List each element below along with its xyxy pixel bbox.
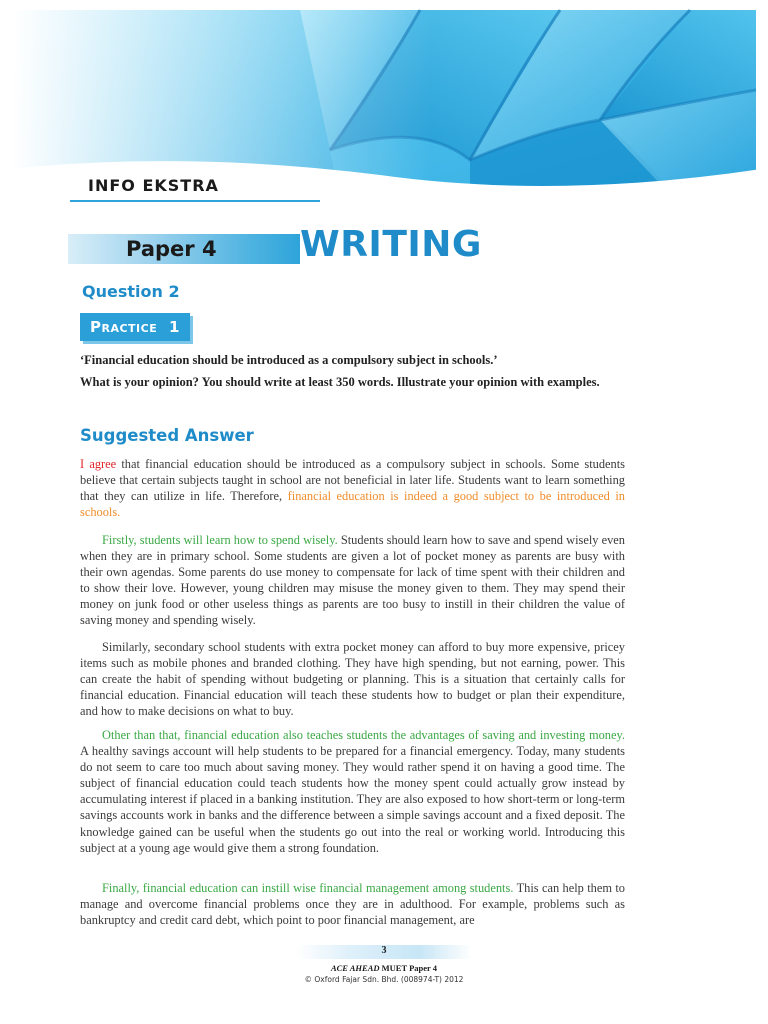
answer-paragraph-2	[80, 532, 625, 629]
topic-sentence-3: Finally, financial education can instill wise financial management among students.	[102, 881, 514, 895]
copyright-notice: © Oxford Fajar Sdn. Bhd. (008974-T) 2012	[304, 975, 464, 984]
paragraph-1-text: that financial education should be introduced as a compulsory subject in schools. Some students believe that certain subjects taught in school are not beneficial in later life. Students want to learn something that they can utilize in life. Therefore,	[80, 457, 625, 504]
practice-number: 1	[168, 318, 180, 336]
practice-badge	[80, 313, 190, 341]
paper-label: Paper 4	[126, 237, 217, 261]
paragraph-3-text: Similarly, secondary school students with extra pocket money can afford to buy more expensive, pricey items such as mobile phones and branded clothing. They have high spending, but not earning, power. This can create the habit of spending without budgeting or planning. This is a situation that certainly calls for financial education. Financial education will teach these students how to budget or plan their expenditure, and how to make decisions on what to buy.	[80, 640, 625, 719]
prompt-statement: ‘Financial education should be introduced as a compulsory subject in schools.’	[80, 353, 498, 367]
practice-word: Practice	[90, 318, 158, 336]
answer-paragraph-3	[80, 639, 625, 719]
thesis-statement: financial education is indeed a good subject to be introduced in schools.	[80, 489, 625, 520]
section-label: INFO EKSTRA	[88, 176, 219, 195]
prompt-instruction: What is your opinion? You should write at least 350 words. Illustrate your opinion with examples.	[80, 375, 600, 389]
question-label: Question 2	[82, 282, 180, 301]
book-title	[0, 963, 768, 973]
paragraph-2-text: Students should learn how to save and spend wisely even when they are in primary school. Some students are given a lot of pocket money as parents are busy with their own agendas. Some parents do use money to compensate for lack of time spent with their children and to show their love. However, young children may misuse the money given to them. They may spend their money on junk food or other useless things as parents are too busy to instill in their children the value of saving money and spending wisely.	[80, 533, 625, 628]
answer-paragraph-5	[80, 880, 625, 928]
answer-paragraph-4	[80, 727, 625, 856]
topic-sentence-2: Other than that, financial education also teaches students the advantages of saving and investing money.	[102, 728, 625, 742]
suggested-answer-heading: Suggested Answer	[80, 426, 254, 445]
page-title: WRITING	[300, 224, 482, 265]
book-title-rest: MUET Paper 4	[379, 963, 438, 973]
topic-sentence-1: Firstly, students will learn how to spend wisely.	[102, 533, 338, 547]
answer-paragraph-1	[80, 456, 625, 520]
paragraph-4-text: A healthy savings account will help students to be prepared for a financial emergency. Today, many students do not seem to care too much about saving money. They would rather spend it on having a good time. The subject of financial education could teach students how the money spent could actually grow instead by accumulating interest if placed in a banking institution. They are also exposed to how short-term or long-term savings accounts work in banks and the difference between a simple savings account and a fixed deposit. The knowledge gained can be useful when the students go out into the real or working world. Introducing this subject at a young age would give them a strong foundation.	[80, 744, 625, 855]
page-number: 3	[381, 945, 387, 956]
paragraph-5-text: This can help them to manage and overcome financial problems once they are in adulthood. For example, problems such as bankruptcy and credit card debt, which point to poor financial management, are	[80, 881, 625, 928]
agree-phrase: I agree	[80, 457, 117, 471]
book-title-italic: ACE AHEAD	[330, 963, 380, 973]
